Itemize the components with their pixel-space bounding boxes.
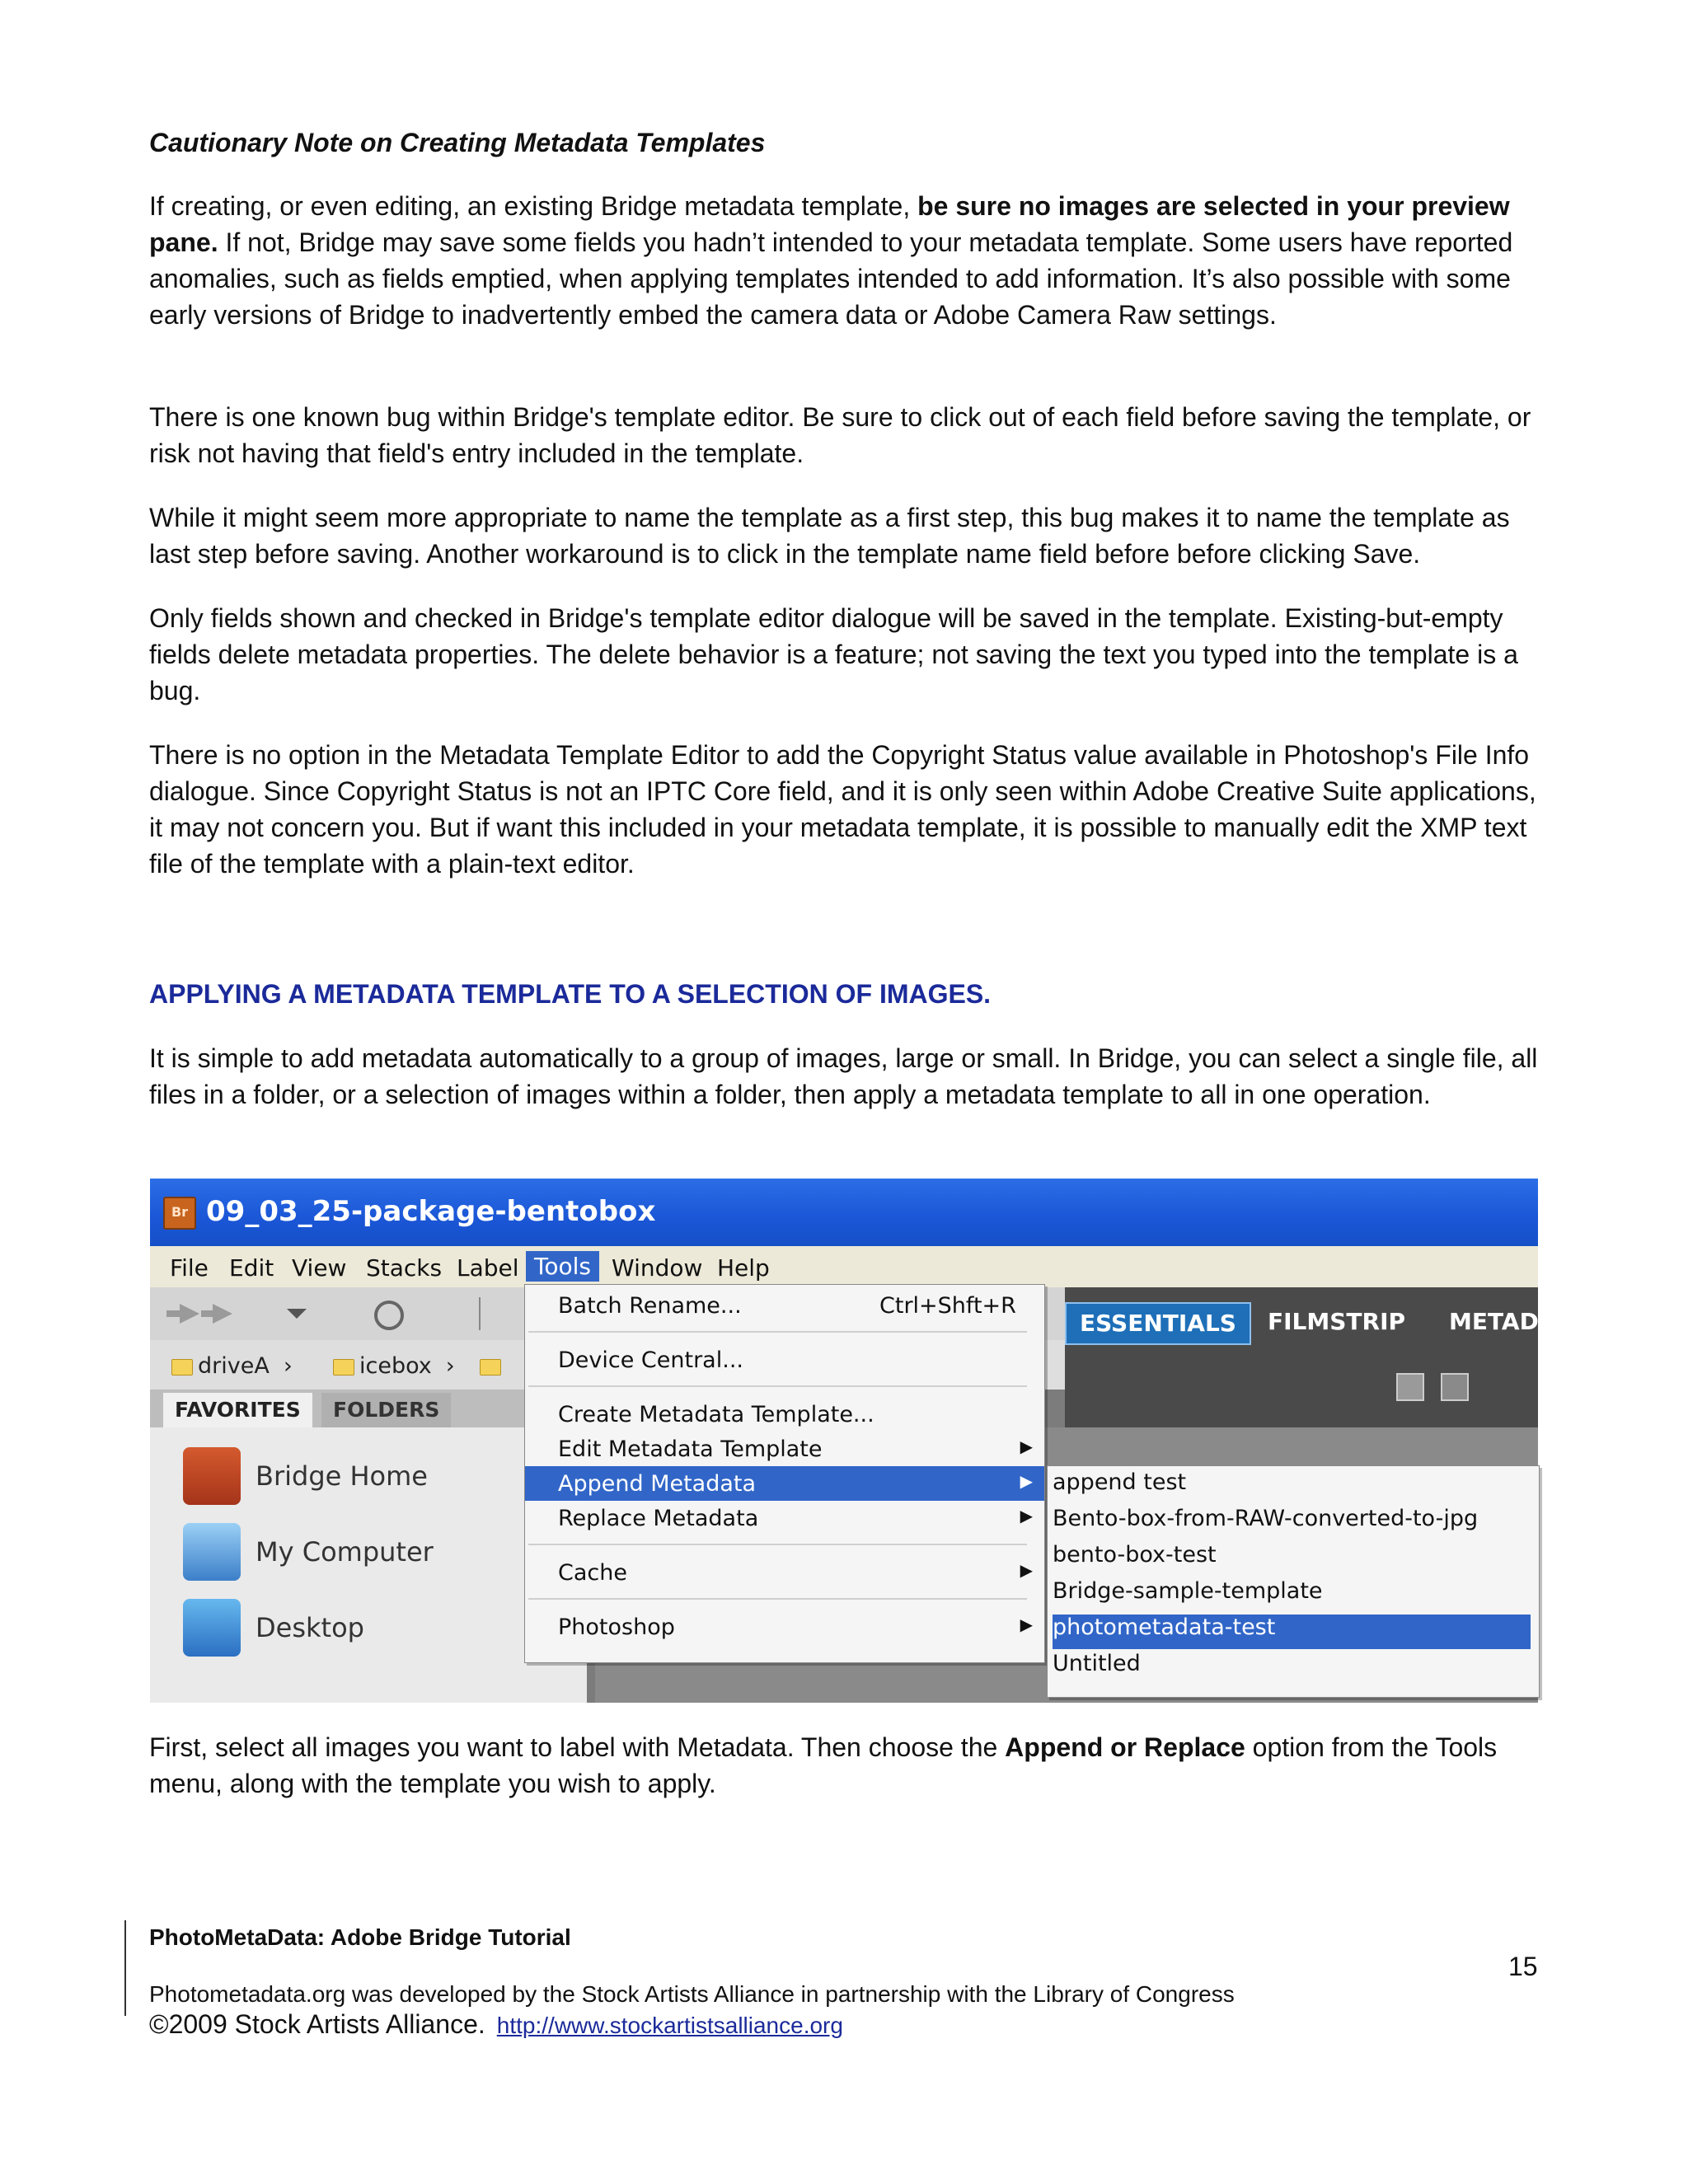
- note-paragraph-4: Only fields shown and checked in Bridge's template editor dialogue will be saved in the template. Existing-but-empty fields delete metadata properties. The delete behavior is a feature; not saving the text you typed into the template is a bug.: [149, 603, 1518, 705]
- note-paragraph-3: While it might seem more appropriate to name the template as a first step, this bug makes it to name the template as last step before saving. Another workaround is to click in the template name field before before clicking Save.: [149, 503, 1510, 569]
- submenu-arrow-icon: ▶: [1020, 1615, 1033, 1634]
- footer-link[interactable]: http://www.stockartistsalliance.org: [496, 2013, 843, 2038]
- footer-rule: [124, 1920, 126, 2016]
- section-title: APPLYING A METADATA TEMPLATE TO A SELECTION OF IMAGES.: [149, 979, 992, 1009]
- grid-view-icon[interactable]: [1396, 1373, 1424, 1401]
- copyright-text: ©2009 Stock Artists Alliance.: [149, 2009, 485, 2039]
- favorites-panel: [150, 1427, 587, 1703]
- note-heading: Cautionary Note on Creating Metadata Templates: [149, 128, 766, 157]
- template-item[interactable]: Bento-box-from-RAW-converted-to-jpg: [1053, 1506, 1479, 1531]
- dropdown-arrow-icon[interactable]: [287, 1309, 307, 1319]
- menu-window[interactable]: Window: [612, 1254, 703, 1282]
- path-drivea[interactable]: driveA ›: [171, 1353, 293, 1379]
- template-item-selected[interactable]: photometadata-test: [1053, 1615, 1531, 1649]
- template-item[interactable]: Untitled: [1053, 1651, 1141, 1676]
- submenu-arrow-icon: ▶: [1020, 1560, 1033, 1580]
- note-paragraph-5: There is no option in the Metadata Template Editor to add the Copyright Status value available in Photoshop's File Info dialogue. Since Copyright Status is not an IPTC Core field, and it is only seen within Adobe Creative Suite applications, it may not concern you. But if want this included in your metadata template, it is possible to manually edit the XMP text file of the template with a plain-text editor.: [149, 740, 1536, 879]
- menu-item-batch-rename[interactable]: Batch Rename... Ctrl+Shft+R: [558, 1293, 1016, 1319]
- menu-edit[interactable]: Edit: [229, 1254, 274, 1282]
- footer-title: PhotoMetaData: Adobe Bridge Tutorial: [149, 1924, 571, 1950]
- footer-text: Photometadata.org was developed by the Stock Artists Alliance in partnership with the Library of Congress: [149, 1981, 1235, 2007]
- forward-arrow-icon[interactable]: [201, 1304, 232, 1324]
- tab-favorites[interactable]: FAVORITES: [163, 1393, 312, 1427]
- note-p1-start: If creating, or even editing, an existing Bridge metadata template,: [149, 191, 918, 221]
- menu-view[interactable]: View: [292, 1254, 347, 1282]
- menu-item-append-metadata[interactable]: Append Metadata ▶: [525, 1466, 1044, 1501]
- instructions-bold: Append or Replace: [1005, 1732, 1245, 1762]
- note-paragraph-1: [149, 188, 1542, 333]
- submenu-arrow-icon: ▶: [1020, 1506, 1033, 1526]
- note-p1-bold: be sure no images are selected in your preview pane.: [149, 191, 1510, 257]
- window-title: 09_03_25-package-bentobox: [206, 1195, 656, 1228]
- instructions-end: option from the Tools menu, along with the template you wish to apply.: [149, 1732, 1498, 1798]
- menu-file[interactable]: File: [170, 1254, 209, 1282]
- menu-label[interactable]: Label: [457, 1254, 519, 1282]
- tab-folders[interactable]: FOLDERS: [321, 1393, 451, 1427]
- workspace-bar: [1065, 1287, 1557, 1427]
- menu-help[interactable]: Help: [717, 1254, 770, 1282]
- favorite-label: Bridge Home: [256, 1460, 428, 1492]
- workspace-essentials[interactable]: ESSENTIALS: [1065, 1302, 1251, 1345]
- computer-icon: [183, 1523, 241, 1581]
- back-arrow-icon[interactable]: [166, 1304, 199, 1324]
- folder-icon: [171, 1359, 193, 1376]
- menu-stacks[interactable]: Stacks: [366, 1254, 443, 1282]
- path-next[interactable]: [480, 1353, 506, 1379]
- append-metadata-submenu: [1047, 1465, 1540, 1698]
- recent-icon[interactable]: [376, 1302, 402, 1329]
- home-icon: [183, 1447, 241, 1505]
- template-item[interactable]: append test: [1053, 1469, 1187, 1495]
- favorite-label: Desktop: [256, 1612, 364, 1643]
- folder-icon: [333, 1359, 354, 1376]
- menu-item-device-central[interactable]: Device Central...: [558, 1347, 743, 1373]
- menu-bar: [150, 1246, 1538, 1287]
- section-instructions: [149, 1729, 1542, 1802]
- bridge-logo-icon: Br: [163, 1197, 196, 1230]
- menu-item-create-template[interactable]: Create Metadata Template...: [558, 1402, 874, 1427]
- workspace-filmstrip[interactable]: FILMSTRIP: [1268, 1308, 1406, 1335]
- menu-item-cache[interactable]: Cache ▶: [558, 1560, 1033, 1586]
- footer-copyright: [149, 2009, 843, 2040]
- desktop-icon: [183, 1599, 241, 1657]
- shortcut-text: Ctrl+Shft+R: [879, 1293, 1016, 1319]
- template-item[interactable]: bento-box-test: [1053, 1542, 1217, 1568]
- favorite-label: My Computer: [256, 1536, 434, 1568]
- list-view-icon[interactable]: [1441, 1373, 1469, 1401]
- menu-tools[interactable]: Tools: [526, 1251, 599, 1282]
- window-titlebar: [150, 1179, 1538, 1246]
- workspace-metadata[interactable]: METADA: [1449, 1308, 1557, 1335]
- page-number: 15: [1508, 1952, 1538, 1981]
- tools-menu: [524, 1284, 1045, 1663]
- nav-buttons: [150, 1287, 496, 1340]
- menu-item-edit-template[interactable]: Edit Metadata Template ▶: [558, 1436, 1033, 1462]
- bridge-screenshot: [150, 1179, 1557, 1703]
- folder-icon: [480, 1359, 501, 1376]
- submenu-arrow-icon: ▶: [1020, 1471, 1033, 1491]
- note-p1-end: If not, Bridge may save some fields you hadn’t intended to your metadata template. Some users have reported anomalies, such as fields emptied, when applying templates intended to add information. It’s also possible with some early versions of Bridge to inadvertently embed the camera data or Adobe Camera Raw settings.: [149, 227, 1513, 330]
- menu-item-photoshop[interactable]: Photoshop ▶: [558, 1615, 1033, 1640]
- submenu-arrow-icon: ▶: [1020, 1436, 1033, 1456]
- template-item[interactable]: Bridge-sample-template: [1053, 1578, 1323, 1604]
- note-paragraph-2: There is one known bug within Bridge's template editor. Be sure to click out of each field before saving the template, or risk not having that field's entry included in the template.: [149, 402, 1531, 468]
- path-icebox[interactable]: icebox ›: [333, 1353, 455, 1379]
- section-intro: It is simple to add metadata automatically to a group of images, large or small. In Bridge, you can select a single file, all files in a folder, or a selection of images within a folder, then apply a metadata template to all in one operation.: [149, 1043, 1538, 1109]
- menu-item-replace-metadata[interactable]: Replace Metadata ▶: [558, 1506, 1033, 1531]
- instructions-start: First, select all images you want to label with Metadata. Then choose the: [149, 1732, 1006, 1762]
